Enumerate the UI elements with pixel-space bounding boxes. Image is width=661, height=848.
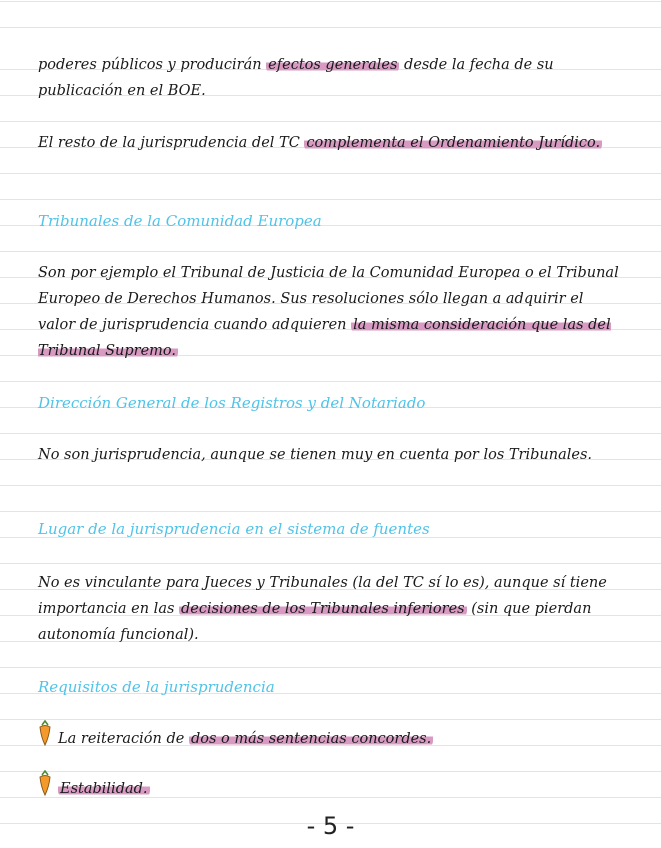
list-item xyxy=(38,726,623,752)
p4-text: No son jurisprudencia, aunque se tienen muy en cuenta por los Tribunales. xyxy=(38,447,593,463)
heading-lugar xyxy=(38,516,623,542)
paragraph-dgrn xyxy=(38,442,623,468)
highlight-effects: efectos generales xyxy=(268,57,398,73)
highlight-decisiones: decisiones de los Tribunales inferiores xyxy=(181,601,465,617)
heading-requisitos xyxy=(38,674,623,700)
p5-pre: No es vinculante para Jueces y Tribunales (la del TC sí lo es), aunque sí tiene importancia en las xyxy=(38,575,607,617)
section-heading: Tribunales de la Comunidad Europea xyxy=(38,212,322,230)
section-heading: Lugar de la jurisprudencia en el sistema de fuentes xyxy=(38,520,430,538)
paragraph-effects xyxy=(38,52,623,104)
highlight-complementa: complementa el Ordenamiento Jurídico. xyxy=(306,135,601,151)
heading-dgrn xyxy=(38,390,623,416)
carrot-icon xyxy=(38,770,52,796)
highlight-consideracion: la misma consideración que las del Tribunal Supremo. xyxy=(38,317,611,359)
carrot-icon xyxy=(38,720,52,746)
section-heading: Requisitos de la jurisprudencia xyxy=(38,678,275,696)
paragraph-tc-rest xyxy=(38,130,623,156)
p3-pre: Son por ejemplo el Tribunal de Justicia de la Comunidad Europea o el Tribunal Europeo de Derechos Humanos. Sus resoluciones sólo llegan a adquirir el valor de jurisprudencia cuando adquieren xyxy=(38,265,619,333)
p1-post: desde la fecha de su publicación en el BOE. xyxy=(38,57,554,99)
section-heading: Dirección General de los Registros y del Notariado xyxy=(38,394,426,412)
highlight-estabilidad: Estabilidad. xyxy=(60,781,148,797)
p5-post: (sin que pierdan autonomía funcional). xyxy=(38,601,592,643)
p2-pre: El resto de la jurisprudencia del TC xyxy=(38,135,305,151)
list-item xyxy=(38,776,623,802)
highlight-sentencias: dos o más sentencias concordes. xyxy=(190,731,432,747)
paragraph-tribunales-ce xyxy=(38,260,623,364)
bullet1-pre: La reiteración de xyxy=(58,731,189,747)
page-number: - 5 - xyxy=(306,812,355,840)
p1-pre: poderes públicos y producirán xyxy=(38,57,267,73)
paragraph-lugar xyxy=(38,570,623,648)
heading-tribunales-ce xyxy=(38,208,623,234)
